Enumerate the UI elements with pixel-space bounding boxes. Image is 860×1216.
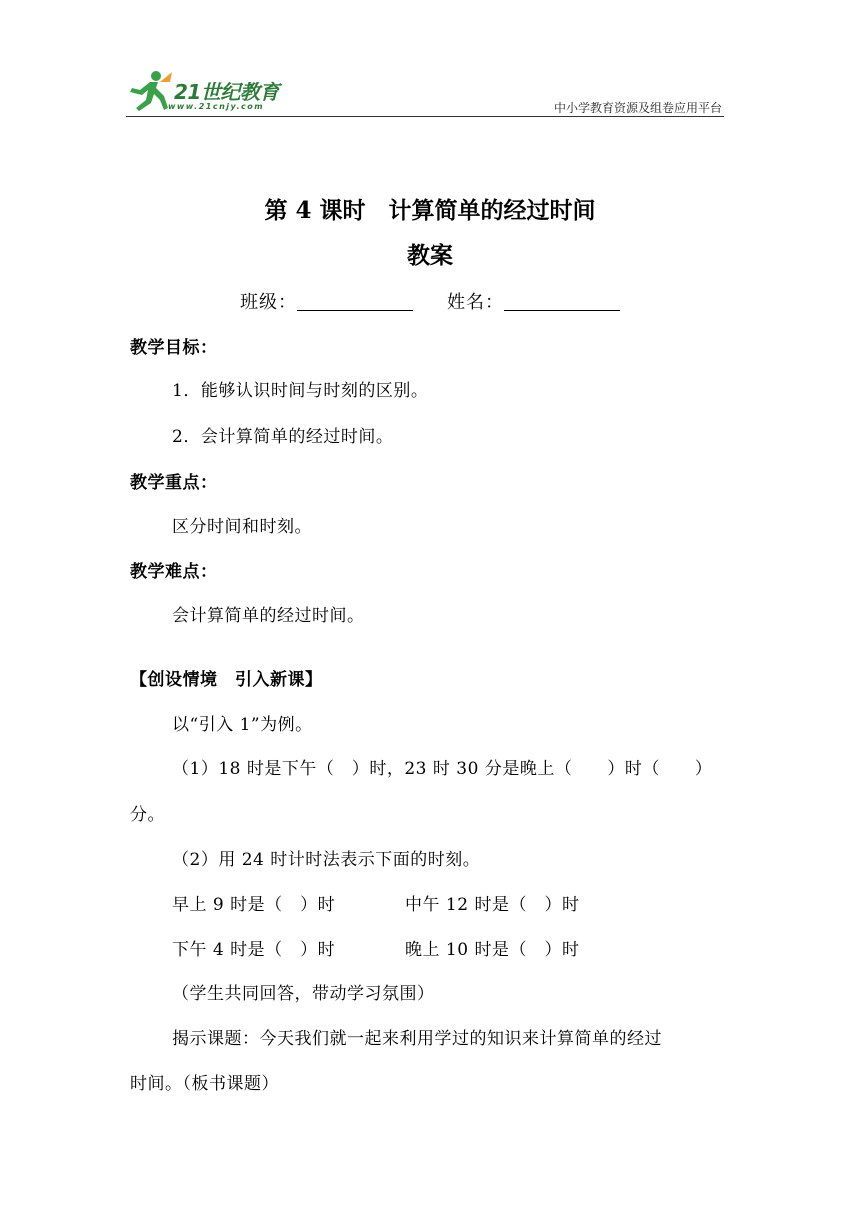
goal-item: 2．会计算简单的经过时间。 (172, 427, 394, 447)
question-2: （2）用 24 时计时法表示下面的时刻。 (172, 850, 481, 870)
name-blank (504, 292, 620, 311)
difficulty-text: 会计算简单的经过时间。 (172, 606, 365, 626)
intro-text: 以“引入 1”为例。 (172, 715, 313, 735)
class-blank (297, 292, 413, 311)
question-2-item: 晚上 10 时是（ ）时 (405, 940, 580, 960)
question-2-item: 早上 9 时是（ ）时 (172, 895, 336, 915)
logo (126, 66, 296, 116)
question-2-item: 下午 4 时是（ ）时 (172, 940, 336, 960)
name-label: 姓名： (447, 292, 504, 313)
question-2-item: 中午 12 时是（ ）时 (405, 895, 580, 915)
question-1-line-1: （1）18 时是下午（ ）时，23 时 30 分是晚上（ ）时（ ） (172, 759, 713, 779)
header-slogan: 中小学教育资源及组卷应用平台 (553, 101, 722, 115)
reveal-line-1: 揭示课题：今天我们就一起来利用学过的知识来计算简单的经过 (172, 1029, 662, 1049)
goals-heading: 教学目标： (130, 338, 218, 358)
logo-url: www.21cnjy.com (168, 102, 265, 111)
question-1-line-2: 分。 (130, 805, 165, 825)
runner-logo-icon (126, 68, 174, 112)
document-title: 第 4 课时 计算简单的经过时间 (264, 197, 596, 224)
reveal-line-2: 时间。（板书课题） (130, 1074, 279, 1094)
class-label: 班级： (240, 292, 297, 313)
logo-text: 21世纪教育 (174, 80, 279, 104)
key-text: 区分时间和时刻。 (172, 517, 312, 537)
difficulty-heading: 教学难点： (130, 562, 218, 582)
key-heading: 教学重点： (130, 473, 218, 493)
document-subtitle: 教案 (407, 242, 453, 269)
page-header (126, 66, 724, 117)
section-heading: 【创设情境 引入新课】 (130, 670, 323, 690)
goal-item: 1．能够认识时间与时刻的区别。 (172, 381, 429, 401)
note-text: （学生共同回答，带动学习氛围） (172, 984, 435, 1004)
student-info-line (0, 288, 860, 314)
